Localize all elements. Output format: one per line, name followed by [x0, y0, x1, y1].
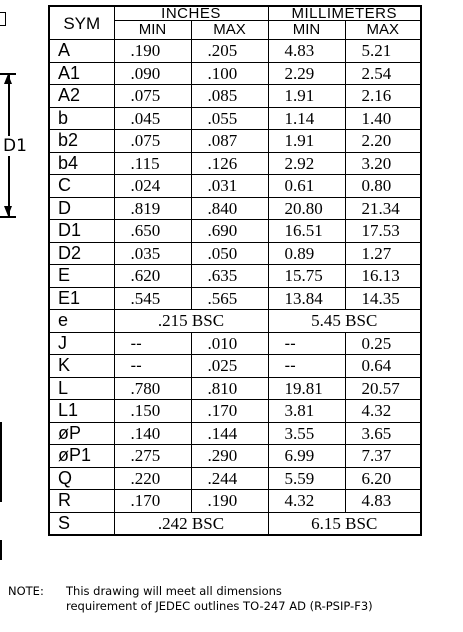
mm-max-cell: 4.83 [345, 490, 421, 513]
sym-cell: øP [49, 422, 114, 445]
mm-max-cell: 2.54 [345, 62, 421, 85]
mm-min-cell: 4.32 [268, 490, 345, 513]
inches-min-cell: .075 [114, 85, 191, 108]
table-row [49, 287, 421, 310]
mm-max-cell: 17.53 [345, 220, 421, 243]
dimension-table [48, 5, 422, 536]
inches-max-cell: .010 [191, 332, 268, 355]
mm-min-header: MIN [268, 21, 345, 40]
sym-cell: A1 [49, 62, 114, 85]
mm-min-cell: 20.80 [268, 197, 345, 220]
mm-max-cell: 1.40 [345, 107, 421, 130]
inches-min-cell: .220 [114, 467, 191, 490]
table-row [49, 265, 421, 288]
table-row [49, 422, 421, 445]
table-row [49, 467, 421, 490]
sym-cell: E1 [49, 287, 114, 310]
table-row [49, 377, 421, 400]
inches-min-cell: .620 [114, 265, 191, 288]
inches-max-cell: .085 [191, 85, 268, 108]
mm-min-cell: 5.59 [268, 467, 345, 490]
mm-max-cell: 0.25 [345, 332, 421, 355]
sym-cell: S [49, 512, 114, 535]
sym-cell: D [49, 197, 114, 220]
sym-header: SYM [49, 6, 114, 40]
mm-min-cell: -- [268, 355, 345, 378]
table-row [49, 175, 421, 198]
inches-min-cell: .035 [114, 242, 191, 265]
mm-max-cell: 7.37 [345, 445, 421, 468]
inches-max-cell: .244 [191, 467, 268, 490]
dimension-label-d1: D1 [3, 136, 27, 156]
mm-min-cell: 0.61 [268, 175, 345, 198]
table-row [49, 197, 421, 220]
sym-cell: A2 [49, 85, 114, 108]
note [8, 584, 373, 614]
mm-min-cell: 15.75 [268, 265, 345, 288]
datum-box-fragment [0, 12, 6, 26]
inches-max-cell: .290 [191, 445, 268, 468]
inches-min-header: MIN [114, 21, 191, 40]
table-row [49, 242, 421, 265]
inches-max-cell: .100 [191, 62, 268, 85]
sym-cell: Q [49, 467, 114, 490]
mm-max-cell: 1.27 [345, 242, 421, 265]
sym-cell: b4 [49, 152, 114, 175]
inches-max-cell: .190 [191, 490, 268, 513]
table-row [49, 107, 421, 130]
inches-bsc-cell: .242 BSC [114, 512, 268, 535]
inches-min-cell: .075 [114, 130, 191, 153]
sym-cell: L1 [49, 400, 114, 423]
inches-min-cell: .275 [114, 445, 191, 468]
note-label: NOTE: [8, 584, 44, 598]
mm-max-header: MAX [345, 21, 421, 40]
sym-cell: øP1 [49, 445, 114, 468]
sym-cell: E [49, 265, 114, 288]
mm-min-cell: 19.81 [268, 377, 345, 400]
sym-cell: R [49, 490, 114, 513]
inches-max-cell: .025 [191, 355, 268, 378]
sym-cell: A [49, 40, 114, 63]
inches-min-cell: .650 [114, 220, 191, 243]
mm-min-cell: 1.91 [268, 85, 345, 108]
inches-min-cell: .140 [114, 422, 191, 445]
mm-max-cell: 3.65 [345, 422, 421, 445]
sym-cell: b2 [49, 130, 114, 153]
mm-max-cell: 16.13 [345, 265, 421, 288]
arrow-up-icon [4, 74, 12, 84]
inches-min-cell: .190 [114, 40, 191, 63]
mm-max-cell: 21.34 [345, 197, 421, 220]
sym-cell: J [49, 332, 114, 355]
mm-min-cell: 3.55 [268, 422, 345, 445]
mm-max-cell: 2.20 [345, 130, 421, 153]
inches-bsc-cell: .215 BSC [114, 310, 268, 333]
mm-max-cell: 6.20 [345, 467, 421, 490]
note-line-2: requirement of JEDEC outlines TO-247 AD (R-PSIP-F3) [66, 599, 373, 613]
sym-cell: D1 [49, 220, 114, 243]
inches-min-cell: .090 [114, 62, 191, 85]
table-row [49, 355, 421, 378]
mm-max-cell: 3.20 [345, 152, 421, 175]
inches-max-cell: .635 [191, 265, 268, 288]
inches-max-cell: .055 [191, 107, 268, 130]
mm-min-cell: 2.92 [268, 152, 345, 175]
mm-min-cell: 0.89 [268, 242, 345, 265]
mm-min-cell: 16.51 [268, 220, 345, 243]
inches-max-header: MAX [191, 21, 268, 40]
inches-min-cell: .045 [114, 107, 191, 130]
sym-cell: L [49, 377, 114, 400]
drawing-edge-line [0, 422, 2, 502]
sym-cell: D2 [49, 242, 114, 265]
mm-max-cell: 5.21 [345, 40, 421, 63]
inches-min-cell: .819 [114, 197, 191, 220]
inches-min-cell: .545 [114, 287, 191, 310]
millimeters-header: MILLIMETERS [268, 6, 421, 21]
mm-min-cell: 13.84 [268, 287, 345, 310]
inches-min-cell: .170 [114, 490, 191, 513]
inches-max-cell: .565 [191, 287, 268, 310]
table-row [49, 400, 421, 423]
table-row [49, 40, 421, 63]
inches-min-cell: -- [114, 332, 191, 355]
mm-min-cell: 2.29 [268, 62, 345, 85]
mm-max-cell: 20.57 [345, 377, 421, 400]
mm-max-cell: 0.64 [345, 355, 421, 378]
arrow-down-icon [4, 206, 12, 216]
table-row [49, 62, 421, 85]
inches-min-cell: .115 [114, 152, 191, 175]
mm-min-cell: 1.14 [268, 107, 345, 130]
inches-min-cell: -- [114, 355, 191, 378]
mm-max-cell: 4.32 [345, 400, 421, 423]
mm-min-cell: 4.83 [268, 40, 345, 63]
table-row [49, 512, 421, 535]
inches-max-cell: .170 [191, 400, 268, 423]
inches-min-cell: .024 [114, 175, 191, 198]
table-row [49, 490, 421, 513]
inches-max-cell: .126 [191, 152, 268, 175]
inches-min-cell: .150 [114, 400, 191, 423]
table-row [49, 310, 421, 333]
inches-min-cell: .780 [114, 377, 191, 400]
inches-max-cell: .050 [191, 242, 268, 265]
mm-max-cell: 2.16 [345, 85, 421, 108]
mm-bsc-cell: 5.45 BSC [268, 310, 421, 333]
mm-min-cell: -- [268, 332, 345, 355]
inches-max-cell: .690 [191, 220, 268, 243]
table-row [49, 152, 421, 175]
mm-min-cell: 6.99 [268, 445, 345, 468]
sym-cell: C [49, 175, 114, 198]
inches-max-cell: .031 [191, 175, 268, 198]
inches-max-cell: .205 [191, 40, 268, 63]
sym-cell: K [49, 355, 114, 378]
inches-header: INCHES [114, 6, 268, 21]
inches-max-cell: .840 [191, 197, 268, 220]
mm-max-cell: 14.35 [345, 287, 421, 310]
sym-cell: b [49, 107, 114, 130]
table-row [49, 445, 421, 468]
table-row [49, 130, 421, 153]
mm-bsc-cell: 6.15 BSC [268, 512, 421, 535]
inches-max-cell: .087 [191, 130, 268, 153]
table-row [49, 332, 421, 355]
table-row [49, 85, 421, 108]
inches-max-cell: .810 [191, 377, 268, 400]
sym-cell: e [49, 310, 114, 333]
note-line-1: This drawing will meet all dimensions [66, 584, 282, 598]
mm-min-cell: 3.81 [268, 400, 345, 423]
drawing-edge-line [0, 540, 2, 560]
mm-min-cell: 1.91 [268, 130, 345, 153]
inches-max-cell: .144 [191, 422, 268, 445]
mm-max-cell: 0.80 [345, 175, 421, 198]
table-row [49, 220, 421, 243]
